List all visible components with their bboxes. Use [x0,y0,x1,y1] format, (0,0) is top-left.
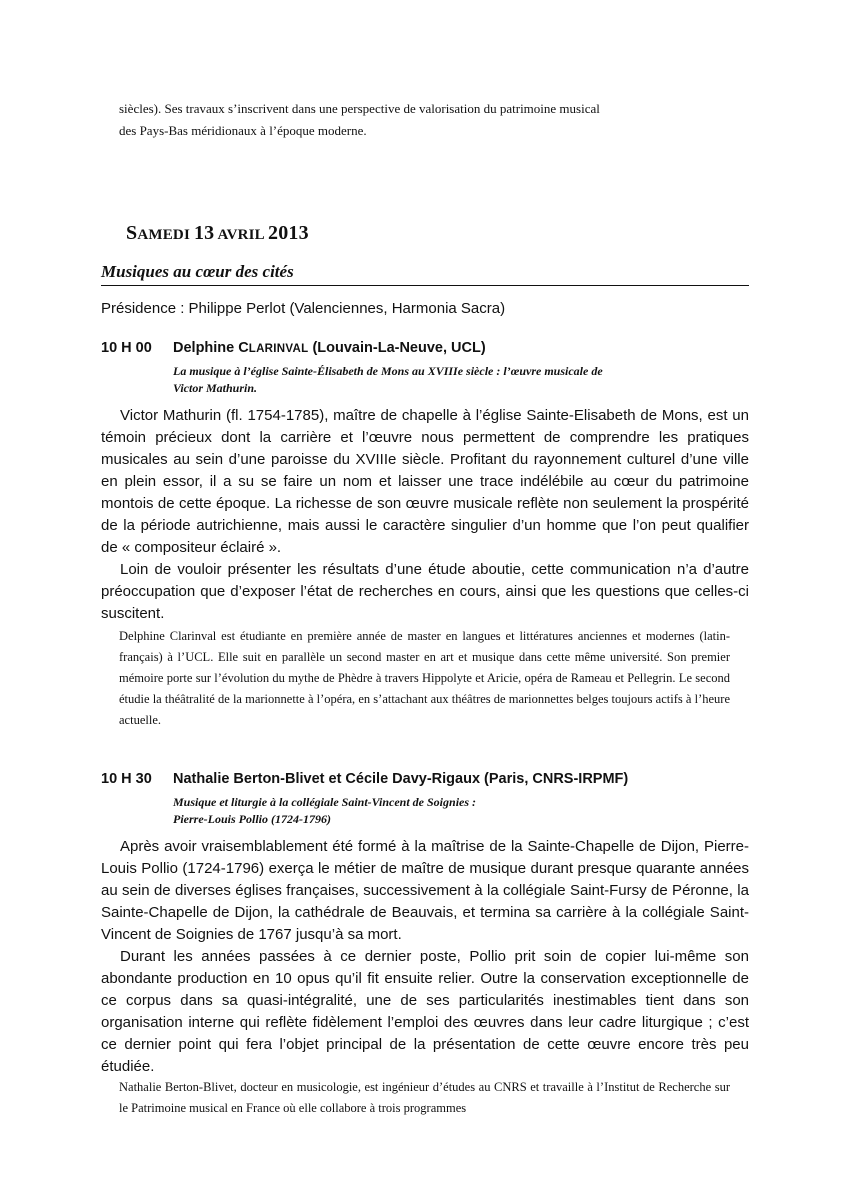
talk-2-bio: Nathalie Berton-Blivet, docteur en musicologie, est ingénieur d’études au CNRS et travaille à l’Institut de Recherche sur le Patrimoine musical en France où elle collabore à trois programmes [119,1080,730,1115]
talk-1-paragraph-2: Loin de vouloir présenter les résultats d’une étude aboutie, cette communication n’a d’autre préoccupation que d’exposer l’état de recherches en cours, ainsi que les questions que celles-ci suscitent. [101,561,749,622]
talk-1-title: La musique à l’église Sainte-Élisabeth de Mons au XVIIIe siècle : l’œuvre musicale de Victor Mathurin. [173,364,603,395]
day-heading: SAMEDI 13 AVRIL 2013 [126,222,309,244]
continuation-line-2: des Pays-Bas méridionaux à l’époque moderne. [119,123,367,138]
talk-1-bio: Delphine Clarinval est étudiante en première année de master en langues et littératures anciennes et modernes (latin-français) à l’UCL. Elle suit en parallèle un second master en art et musique dans cette même université. Son premier mémoire porte sur l’évolution du mythe de Phèdre à travers Hippolyte et Aricie, opéra de Rameau et Pellegrin. Le second étudie la théâtralité de la marionnette à l’opéra, en s’attachant aux théâtres de marionnettes belges toujours actifs à l’heure actuelle. [119,629,730,727]
session-title: Musiques au cœur des cités [101,262,749,286]
talk-1-time: 10 H 00 [101,340,152,356]
talk-2-speakers: Nathalie Berton-Blivet et Cécile Davy-Rigaux (Paris, CNRS-IRPMF) [173,771,629,787]
continuation-text [119,98,731,142]
talk-2-abstract [101,836,749,1078]
presidence: Présidence : Philippe Perlot (Valenciennes, Harmonia Sacra) [101,300,506,317]
talk-2-title: Musique et liturgie à la collégiale Saint-Vincent de Soignies : Pierre-Louis Pollio (1724-1796) [173,795,477,826]
talk-2-heading [101,771,628,787]
talk-1-heading: 10 H 00 Delphine CLARINVAL (Louvain-La-Neuve, UCL) [101,340,486,356]
talk-2-paragraph-1: Après avoir vraisemblablement été formé à la maîtrise de la Sainte-Chapelle de Dijon, Pierre-Louis Pollio (1724-1796) exerça le métier de maître de musique durant presque quarante années au sein de diverses églises françaises, successivement à la collégiale Saint-Fursy de Péronne, la Sainte-Chapelle de Dijon, la cathédrale de Beauvais, et termina sa carrière à la collégiale Saint-Vincent de Soignies de 1767 jusqu’à sa mort. [101,838,749,943]
continuation-line-1: siècles). Ses travaux s’inscrivent dans une perspective de valorisation du patrimoine musical [119,101,600,116]
talk-1-paragraph-1: Victor Mathurin (fl. 1754-1785), maître de chapelle à l’église Sainte-Elisabeth de Mons, est un témoin précieux dont la carrière et l’œuvre nous permettent de comprendre les pratiques musicales au sein d’une paroisse du XVIIIe siècle. Profitant du rayonnement culturel d’une ville en plein essor, il a su se faire un nom et laisser une trace indélébile au cœur du patrimoine montois de cette époque. La richesse de son œuvre musicale reflète non seulement la prospérité de la période autrichienne, mais aussi le caractère singulier d’un homme que l’on peut qualifier de « compositeur éclairé ». [101,407,749,556]
talk-2-paragraph-2: Durant les années passées à ce dernier poste, Pollio prit soin de copier lui-même son abondante production en 10 opus qu’il fit ensuite relier. Outre la conservation exceptionnelle de ce corpus dans sa quasi-intégralité, une de ses particularités inestimables tient dans son organisation interne qui reflète fidèlement l’emploi des œuvres dans leur cadre liturgique ; c’est ce dernier point qui fera l’objet principal de la présentation de cette œuvre encore très peu étudiée. [101,948,749,1075]
talk-2-time: 10 H 30 [101,771,152,787]
talk-1-abstract [101,405,749,625]
